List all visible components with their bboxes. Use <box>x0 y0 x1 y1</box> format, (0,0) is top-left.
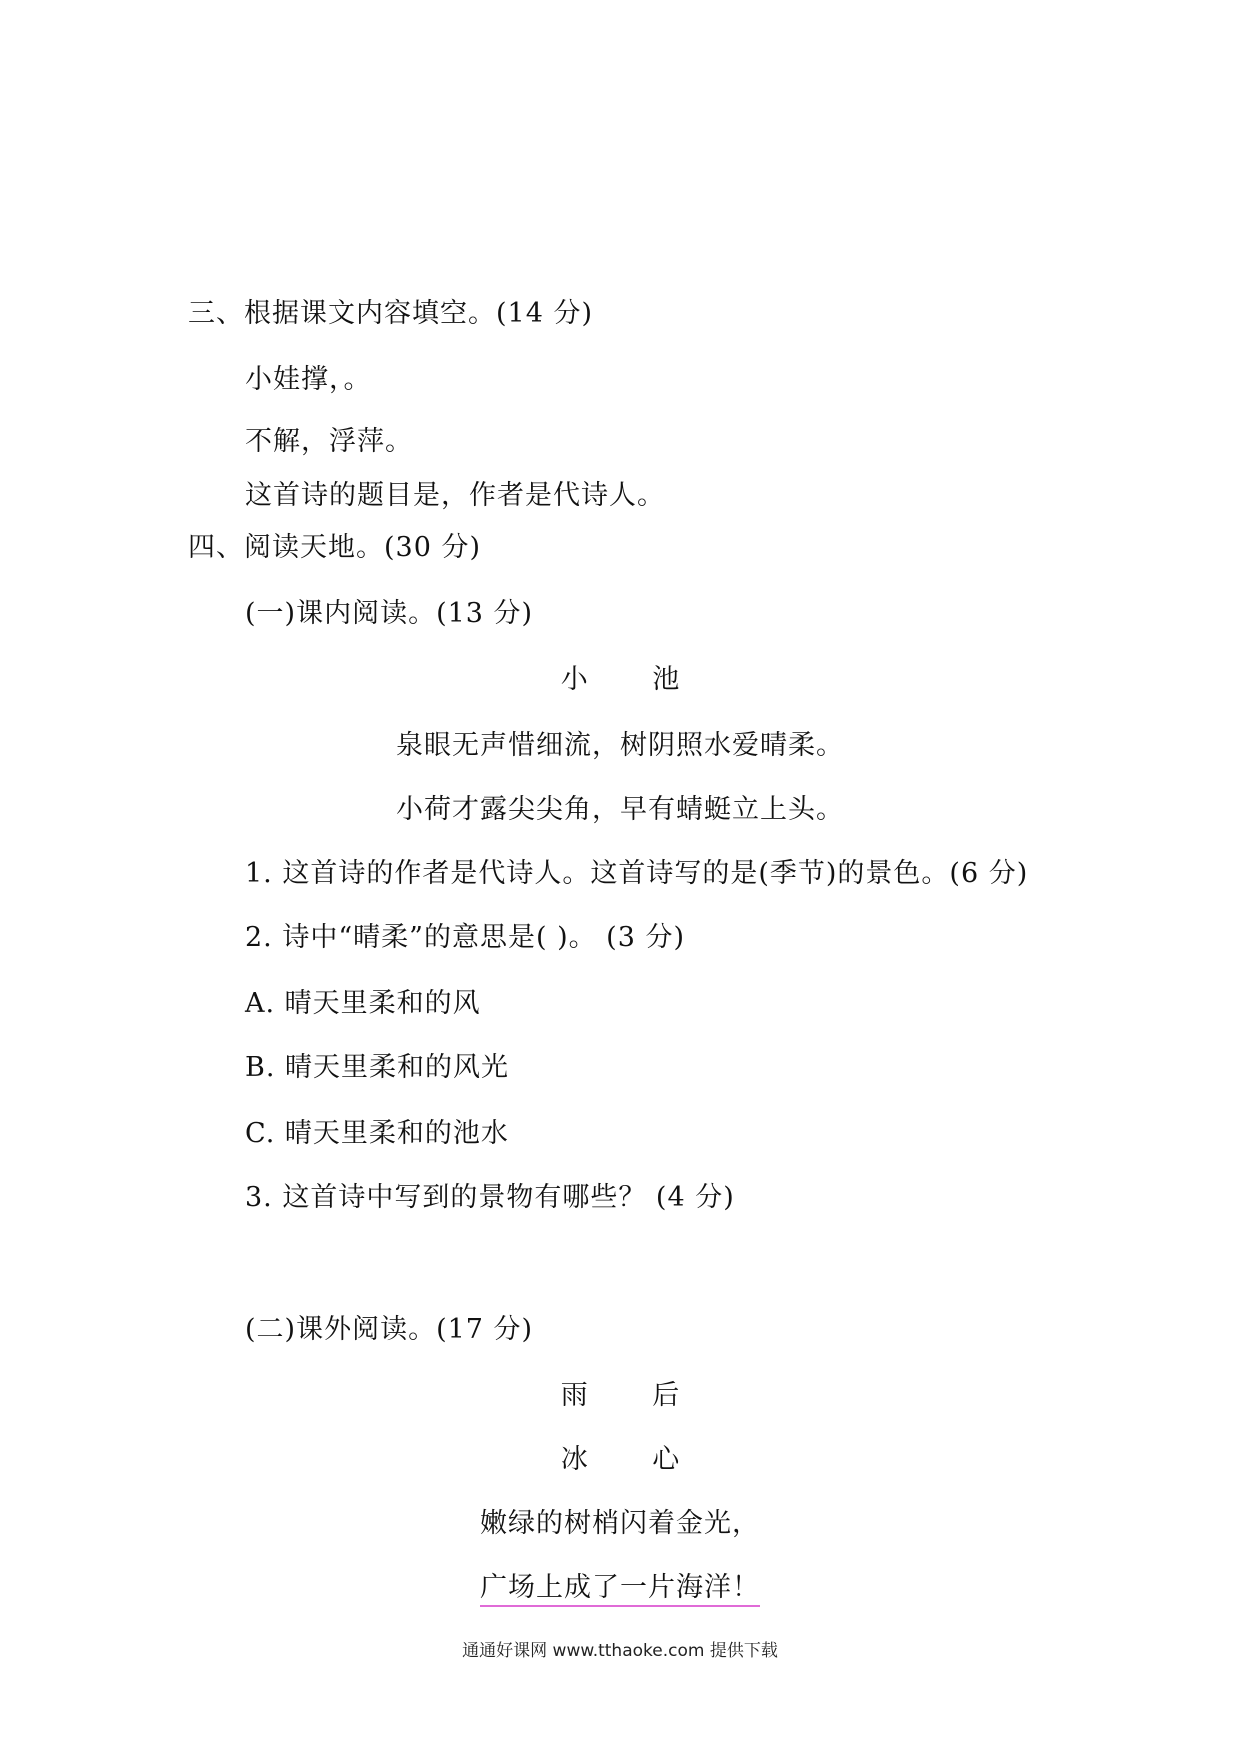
option-c: C. 晴天里柔和的池水 <box>245 1118 509 1149</box>
fill-line-3: 这首诗的题目是，作者是代诗人。 <box>245 480 665 511</box>
question-1: 1. 这首诗的作者是代诗人。这首诗写的是(季节)的景色。(6 分) <box>245 858 1029 889</box>
fill-line-2: 不解，浮萍。 <box>245 426 413 457</box>
section3-heading: 三、根据课文内容填空。(14 分) <box>188 298 594 329</box>
option-a: A. 晴天里柔和的风 <box>245 988 481 1019</box>
poem2-line-2-text: 广场上成了一片海洋！ <box>480 1572 760 1607</box>
poem2-line-1: 嫩绿的树梢闪着金光， <box>480 1508 760 1539</box>
question-3: 3. 这首诗中写到的景物有哪些？ (4 分) <box>245 1182 735 1213</box>
poem2-author: 冰 心 <box>560 1444 708 1475</box>
part1-heading: (一)课内阅读。(13 分) <box>245 598 534 629</box>
fill-line-1: 小娃撑，。 <box>245 364 372 395</box>
poem2-line-2 <box>0 1570 1240 1606</box>
footer-watermark: 通通好课网 www.tthaoke.com 提供下载 <box>462 1641 778 1661</box>
poem1-line-2: 小荷才露尖尖角，早有蜻蜓立上头。 <box>396 794 844 825</box>
part2-heading: (二)课外阅读。(17 分) <box>245 1314 534 1345</box>
option-b: B. 晴天里柔和的风光 <box>245 1052 510 1083</box>
poem2-title: 雨 后 <box>560 1380 708 1411</box>
poem1-title: 小 池 <box>560 664 708 695</box>
section4-heading: 四、阅读天地。(30 分) <box>188 532 482 563</box>
question-2: 2. 诗中“晴柔”的意思是( )。 (3 分) <box>245 922 686 953</box>
poem1-line-1: 泉眼无声惜细流，树阴照水爱晴柔。 <box>396 730 844 761</box>
